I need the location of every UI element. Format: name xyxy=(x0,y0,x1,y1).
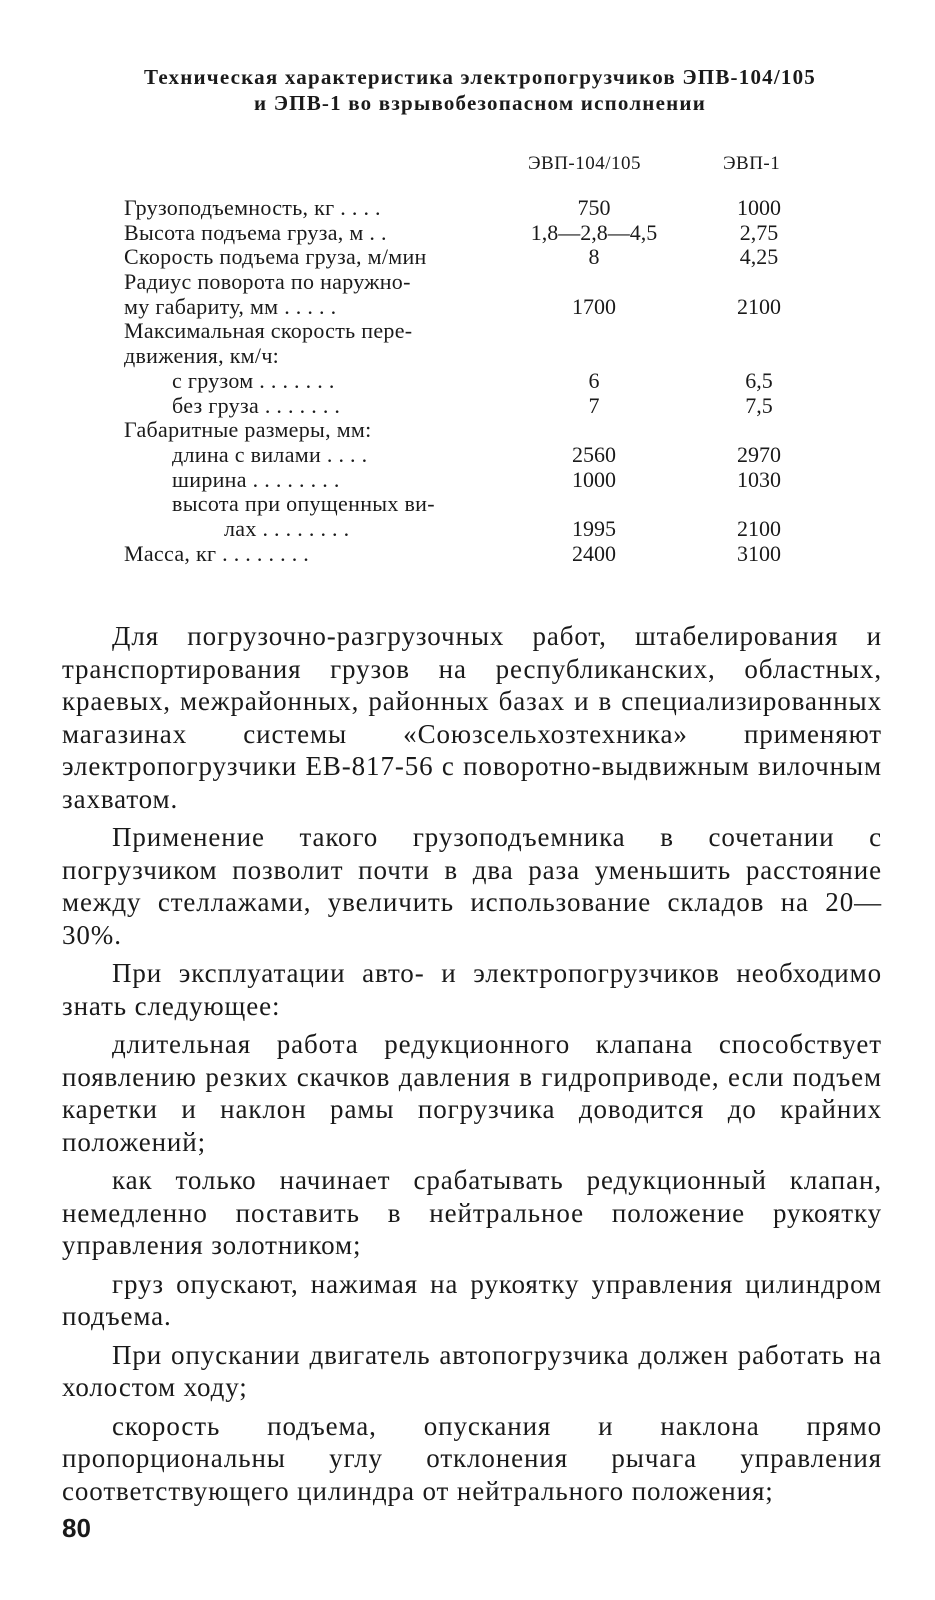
row-label: Высота подъема груза, м . . xyxy=(124,219,387,245)
row-label: Скорость подъема груза, м/мин xyxy=(124,244,427,270)
value-evp-104-105: 6 xyxy=(588,367,600,393)
row-label: ширина . . . . . . . . xyxy=(172,466,340,492)
table-row xyxy=(124,418,824,443)
value-evp-1: 4,25 xyxy=(739,244,779,270)
table-row xyxy=(124,319,824,344)
table-row xyxy=(124,196,824,221)
row-label: Масса, кг . . . . . . . . xyxy=(124,540,310,566)
table-row xyxy=(124,443,824,468)
paragraph: как только начинает срабатывать редукционный клапан, немедленно поставить в нейтральное положение рукоятку управления золотником; xyxy=(62,1165,882,1260)
specifications-table xyxy=(124,196,824,566)
table-row xyxy=(124,542,824,567)
value-evp-104-105: 8 xyxy=(588,244,600,270)
body-text xyxy=(62,620,882,1513)
table-row xyxy=(124,468,824,493)
table-row xyxy=(124,221,824,246)
paragraph: При опускании двигатель автопогрузчика должен работать на холостом ходу; xyxy=(62,1339,882,1402)
table-row xyxy=(124,270,824,295)
paragraph: длительная работа редукционного клапана способствует появлению резких скачков давления в гидроприводе, если подъем каретки и наклон рамы погрузчика доводится до крайних положений; xyxy=(62,1029,882,1157)
value-evp-104-105: 2560 xyxy=(572,441,616,467)
table-row xyxy=(124,394,824,419)
paragraph: Применение такого грузоподъемника в сочетании с погрузчиком позволит почти в два раза уменьшить расстояние между стеллажами, увеличить использование складов на 20—30%. xyxy=(62,822,882,950)
row-label: Максимальная скорость пере- xyxy=(124,318,413,344)
value-evp-1: 2970 xyxy=(737,441,781,467)
row-label: высота при опущенных ви- xyxy=(172,491,435,517)
value-evp-104-105: 1,8—2,8—4,5 xyxy=(530,219,658,245)
row-label: му габариту, мм . . . . . xyxy=(124,293,337,319)
column-header-evp-104-105: ЭВП-104/105 xyxy=(528,153,642,174)
value-evp-104-105: 1700 xyxy=(572,293,616,319)
table-row xyxy=(124,517,824,542)
value-evp-1: 1030 xyxy=(737,466,781,492)
row-label: без груза . . . . . . . xyxy=(172,392,341,418)
table-title-line-2: и ЭПВ-1 во взрывобезопасном исполнении xyxy=(253,91,707,115)
value-evp-1: 3100 xyxy=(737,540,781,566)
row-label: длина с вилами . . . . xyxy=(172,441,368,467)
value-evp-1: 7,5 xyxy=(745,392,773,418)
value-evp-1: 2,75 xyxy=(739,219,779,245)
value-evp-104-105: 750 xyxy=(577,195,611,220)
row-label: Грузоподъемность, кг . . . . xyxy=(124,195,381,220)
table-row xyxy=(124,344,824,369)
column-header-evp-1: ЭВП-1 xyxy=(723,153,781,174)
value-evp-104-105: 1000 xyxy=(572,466,616,492)
row-label: с грузом . . . . . . . xyxy=(172,367,335,393)
table-row xyxy=(124,369,824,394)
value-evp-1: 2100 xyxy=(737,293,781,319)
value-evp-1: 1000 xyxy=(737,195,781,220)
row-label: лах . . . . . . . . xyxy=(224,515,350,541)
paragraph: Для погрузочно-разгрузочных работ, штабелирования и транспортирования грузов на республиканских, областных, краевых, межрайонных, районных базах и в специализированных магазинах системы «Союзсельхозтехника» применяют электропогрузчики ЕВ-817-56 с поворотно-выдвижным вилочным захватом. xyxy=(62,621,882,814)
page-number: 80 xyxy=(62,1513,91,1543)
value-evp-104-105: 1995 xyxy=(572,515,616,541)
value-evp-1: 6,5 xyxy=(745,367,773,393)
value-evp-104-105: 2400 xyxy=(572,540,616,566)
table-title-line-1: Техническая характеристика электропогрузчиков ЭПВ-104/105 xyxy=(144,65,816,89)
table-row xyxy=(124,295,824,320)
paragraph: скорость подъема, опускания и наклона прямо пропорциональны углу отклонения рычага управления соответствующего цилиндра от нейтрального положения; xyxy=(62,1410,882,1506)
value-evp-1: 2100 xyxy=(737,515,781,541)
row-label: Радиус поворота по наружно- xyxy=(124,269,411,295)
row-label: Габаритные размеры, мм: xyxy=(124,417,372,443)
paragraph: груз опускают, нажимая на рукоятку управления цилиндром подъема. xyxy=(62,1268,882,1331)
value-evp-104-105: 7 xyxy=(588,392,600,418)
row-label: движения, км/ч: xyxy=(124,343,280,369)
paragraph: При эксплуатации авто- и электропогрузчиков необходимо знать следующее: xyxy=(62,958,882,1021)
table-row xyxy=(124,492,824,517)
table-row xyxy=(124,245,824,270)
